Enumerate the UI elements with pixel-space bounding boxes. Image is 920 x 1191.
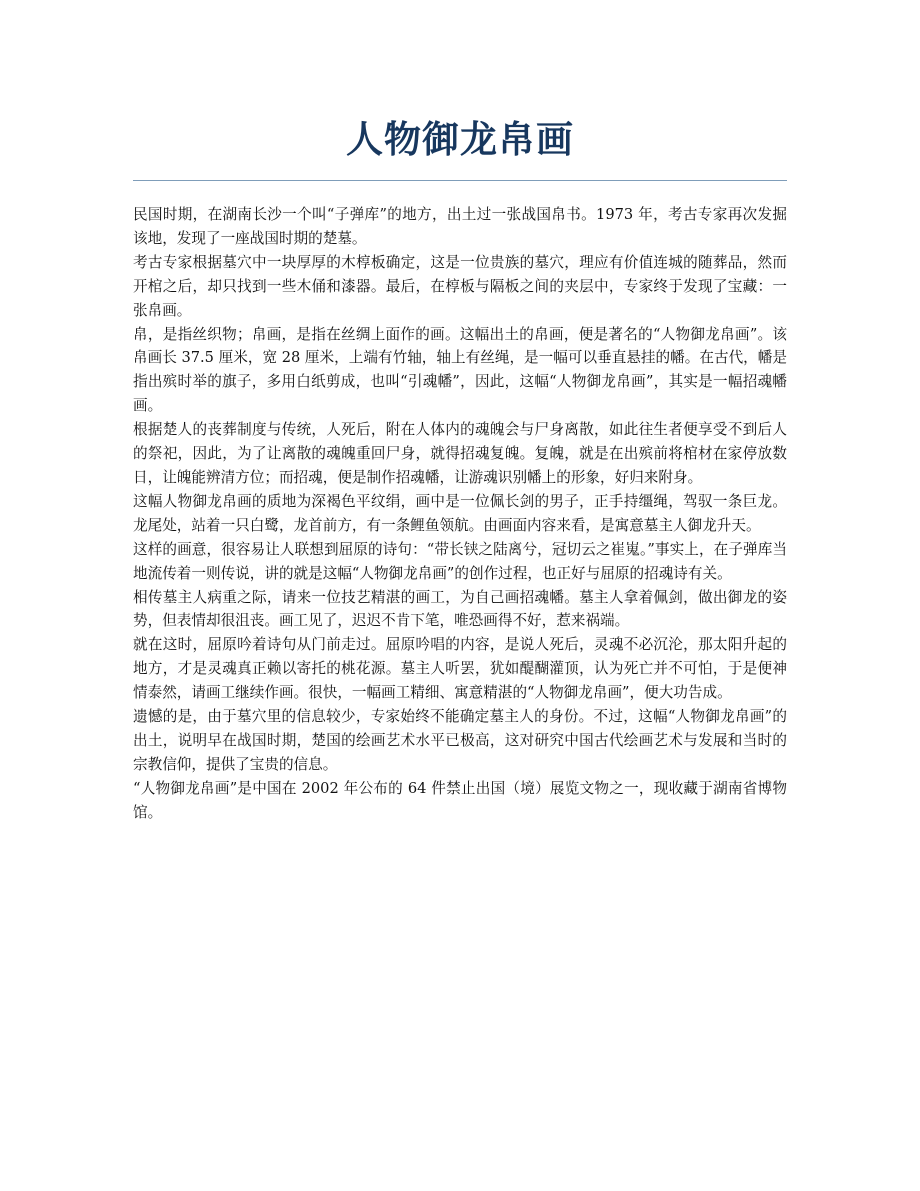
paragraph: 民国时期，在湖南长沙一个叫“子弹库”的地方，出土过一张战国帛书。1973 年，考古专家再次发掘该地，发现了一座战国时期的楚墓。 bbox=[133, 206, 787, 247]
paragraph: 帛，是指丝织物；帛画，是指在丝绸上面作的画。这幅出土的帛画，便是著名的“人物御龙帛画”。该帛画长 37.5 厘米，宽 28 厘米，上端有竹轴，轴上有丝绳，是一幅可以垂直悬挂的幡。在古代，幡是指出殡时举的旗子，多用白纸剪成，也叫“引魂幡”，因此，这幅“人物御龙帛画”，其实是一幅招魂幡画。 bbox=[133, 325, 787, 415]
paragraph: “人物御龙帛画”是中国在 2002 年公布的 64 件禁止出国（境）展览文物之一，现收藏于湖南省博物馆。 bbox=[133, 779, 787, 821]
paragraph: 就在这时，屈原吟着诗句从门前走过。屈原吟唱的内容，是说人死后，灵魂不必沉沦，那太阳升起的地方，才是灵魂真正赖以寄托的桃花源。墓主人听罢，犹如醍醐灌顶，认为死亡并不可怕，于是便神情泰然，请画工继续作画。很快，一幅画工精细、寓意精湛的“人物御龙帛画”，便大功告成。 bbox=[133, 636, 787, 702]
paragraph: 相传墓主人病重之际，请来一位技艺精湛的画工，为自己画招魂幡。墓主人拿着佩剑，做出御龙的姿势，但表情却很沮丧。画工见了，迟迟不肯下笔，唯恐画得不好，惹来祸端。 bbox=[133, 588, 787, 630]
page-title: 人物御龙帛画 bbox=[346, 118, 574, 161]
title-divider bbox=[133, 180, 787, 181]
paragraph: 考古专家根据墓穴中一块厚厚的木椁板确定，这是一位贵族的墓穴，理应有价值连城的随葬品，然而开棺之后，却只找到一些木俑和漆器。最后，在椁板与隔板之间的夹层中，专家终于发现了宝藏：一张帛画。 bbox=[133, 253, 787, 319]
paragraph: 遗憾的是，由于墓穴里的信息较少，专家始终不能确定墓主人的身份。不过，这幅“人物御龙帛画”的出土，说明早在战国时期，楚国的绘画艺术水平已极高，这对研究中国古代绘画艺术与发展和当时的宗教信仰，提供了宝贵的信息。 bbox=[133, 708, 787, 773]
paragraph: 这样的画意，很容易让人联想到屈原的诗句：“带长铗之陆离兮，冠切云之崔嵬。”事实上，在子弹库当地流传着一则传说，讲的就是这幅“人物御龙帛画”的创作过程，也正好与屈原的招魂诗有关。 bbox=[133, 540, 787, 582]
paragraph: 根据楚人的丧葬制度与传统，人死后，附在人体内的魂魄会与尸身离散，如此往生者便享受不到后人的祭祀，因此，为了让离散的魂魄重回尸身，就得招魂复魄。复魄，就是在出殡前将棺材在家停放数日，让魄能辨清方位；而招魂，便是制作招魂幡，让游魂识别幡上的形象，好归来附身。 bbox=[133, 421, 787, 486]
article-body bbox=[133, 203, 787, 825]
paragraph: 这幅人物御龙帛画的质地为深褐色平纹绢，画中是一位佩长剑的男子，正手持缰绳，驾驭一条巨龙。龙尾处，站着一只白鹭，龙首前方，有一条鲤鱼领航。由画面内容来看，是寓意墓主人御龙升天。 bbox=[133, 492, 787, 534]
